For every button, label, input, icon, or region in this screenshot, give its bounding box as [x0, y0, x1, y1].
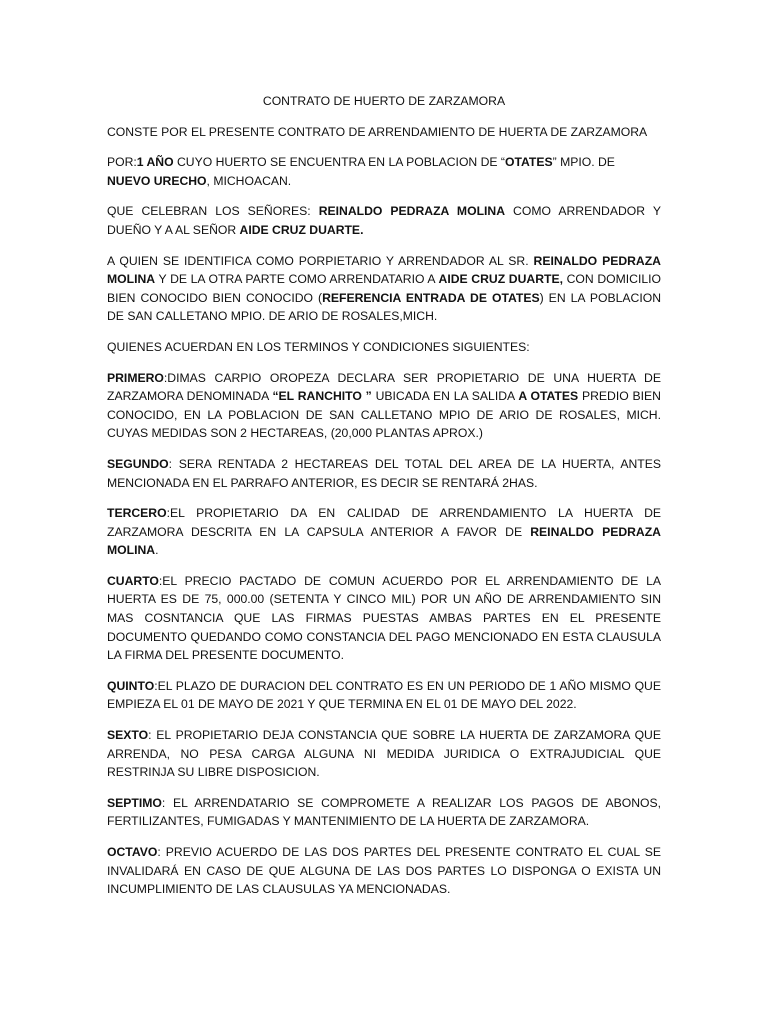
lessor-name: REINALDO PEDRAZA MOLINA	[107, 524, 661, 558]
clause-tercero	[107, 504, 661, 560]
text-run: CON DOMICILIO BIEN CONOCIDO BIEN CONOCIDO (	[107, 272, 662, 305]
intro-paragraph: CONSTE POR EL PRESENTE CONTRATO DE ARRENDAMIENTO DE HUERTA DE ZARZAMORA	[107, 124, 648, 139]
text-run: CUYO HUERTO SE ENCUENTRA EN LA POBLACION DE “	[173, 155, 505, 170]
document-title: CONTRATO DE HUERTO DE ZARZAMORA	[262, 94, 506, 108]
text-run: A QUIEN SE IDENTIFICA COMO PORPIETARIO Y ARRENDADOR AL SR.	[107, 253, 534, 268]
parties-paragraph	[107, 202, 661, 239]
terms-intro-paragraph: QUIENES ACUERDAN EN LOS TERMINOS Y CONDICIONES SIGUIENTES:	[107, 339, 530, 354]
address-reference: REFERENCIA ENTRADA DE OTATES	[322, 290, 540, 305]
text-run: : PREVIO ACUERDO DE LAS DOS PARTES DEL PRESENTE CONTRATO EL CUAL SE INVALIDARÁ EN CASO DE QUE ALGUNA DE LAS DOS PARTES LO DISPONGA O EXISTA UN INCUMPLIMIENTO DE LAS CLAUSULAS YA MENCIONADAS.	[107, 845, 661, 897]
text-run: :EL PRECIO PACTADO DE COMUN ACUERDO POR EL ARRENDAMIENTO DE LA HUERTA ES DE 75, 000.00 (SETENTA Y CINCO MIL) POR UN AÑO DE ARRENDAMIENTO SIN MAS COSNTANCIA QUE LAS FIRMAS PUESTAS AMBAS PARTES EN EL PRESENTE DOCUMENTO QUEDANDO COMO CONSTANCIA DEL PAGO MENCIONADO EN ESTA CLAUSULA LA FIRMA DEL PRESENTE DOCUMENTO.	[107, 573, 661, 663]
municipality-name: NUEVO URECHO	[107, 173, 207, 188]
text-run: : SERA RENTADA 2 HECTAREAS DEL TOTAL DEL AREA DE LA HUERTA, ANTES MENCIONADA EN EL PARRAFO ANTERIOR, ES DECIR SE RENTARÁ 2HAS.	[107, 456, 661, 490]
clause-label: SEGUNDO	[107, 456, 169, 471]
clause-label: PRIMERO	[107, 370, 164, 385]
text-run: ) EN LA POBLACION DE SAN CALLETANO MPIO. DE ARIO DE ROSALES,MICH.	[107, 290, 662, 324]
text-run: :EL PROPIETARIO DA EN CALIDAD DE ARRENDAMIENTO LA HUERTA DE ZARZAMORA DESCRITA EN LA CAPSULA ANTERIOR A FAVOR DE	[107, 506, 661, 539]
clause-segundo	[107, 455, 661, 492]
clause-quinto	[107, 677, 661, 714]
term-paragraph	[107, 153, 661, 190]
text-run: , MICHOACAN.	[206, 173, 292, 188]
lessor-name: REINALDO PEDRAZA MOLINA	[318, 204, 505, 219]
clause-octavo	[107, 843, 661, 899]
document-page	[107, 92, 661, 911]
text-run: COMO ARRENDADOR Y DUEÑO Y A AL SEÑOR	[107, 204, 661, 237]
clause-label: SEPTIMO	[107, 795, 162, 810]
clause-sexto	[107, 726, 661, 782]
text-run: PREDIO BIEN CONOCIDO, EN LA POBLACION DE SAN CALLETANO MPIO DE ARIO DE ROSALES, MICH. CUYAS MEDIDAS SON 2 HECTAREAS, (20,000 PLANTAS APROX.)	[107, 389, 661, 441]
clause-label: SEXTO	[107, 728, 149, 743]
text-run: .	[155, 543, 159, 558]
identification-paragraph	[107, 252, 661, 326]
text-run: :EL PLAZO DE DURACION DEL CONTRATO ES EN UN PERIODO DE 1 AÑO MISMO QUE EMPIEZA EL 01 DE MAYO DE 2021 Y QUE TERMINA EN EL 01 DE MAYO DEL 2022.	[107, 678, 661, 712]
clause-cuarto	[107, 572, 661, 665]
text-run: UBICADA EN LA SALIDA	[371, 389, 519, 404]
lessor-name: REINALDO PEDRAZA MOLINA	[107, 253, 661, 287]
clause-label: OCTAVO	[107, 845, 158, 859]
clause-primero	[107, 369, 661, 443]
term-duration: 1 AÑO	[136, 155, 174, 170]
text-run: ” MPIO. DE	[552, 155, 615, 170]
property-name: “EL RANCHITO ”	[272, 389, 372, 404]
text-run: POR:	[107, 155, 137, 170]
text-run: : EL ARRENDATARIO SE COMPROMETE A REALIZAR LOS PAGOS DE ABONOS, FERTILIZANTES, FUMIGADAS Y MANTENIMIENTO DE LA HUERTA DE ZARZAMORA.	[107, 795, 661, 829]
clause-label: CUARTO	[107, 573, 159, 588]
text-run: QUE CELEBRAN LOS SEÑORES:	[107, 204, 319, 219]
text-run: :DIMAS CARPIO OROPEZA DECLARA SER PROPIETARIO DE UNA HUERTA DE ZARZAMORA DENOMINADA	[107, 370, 661, 404]
location-name: A OTATES	[518, 389, 579, 404]
clause-septimo	[107, 794, 661, 831]
text-run: Y DE LA OTRA PARTE COMO ARRENDATARIO A	[155, 272, 439, 287]
lessee-name: AIDE CRUZ DUARTE,	[438, 272, 563, 287]
text-run: : EL PROPIETARIO DEJA CONSTANCIA QUE SOBRE LA HUERTA DE ZARZAMORA QUE ARRENDA, NO PESA CARGA ALGUNA NI MEDIDA JURIDICA O EXTRAJUDICIAL QUE RESTRINJA SU LIBRE DISPOSICION.	[107, 728, 661, 780]
clause-label: QUINTO	[107, 678, 155, 693]
lessee-name: AIDE CRUZ DUARTE.	[239, 222, 364, 237]
clause-label: TERCERO	[107, 506, 167, 521]
location-name: OTATES	[505, 155, 553, 170]
